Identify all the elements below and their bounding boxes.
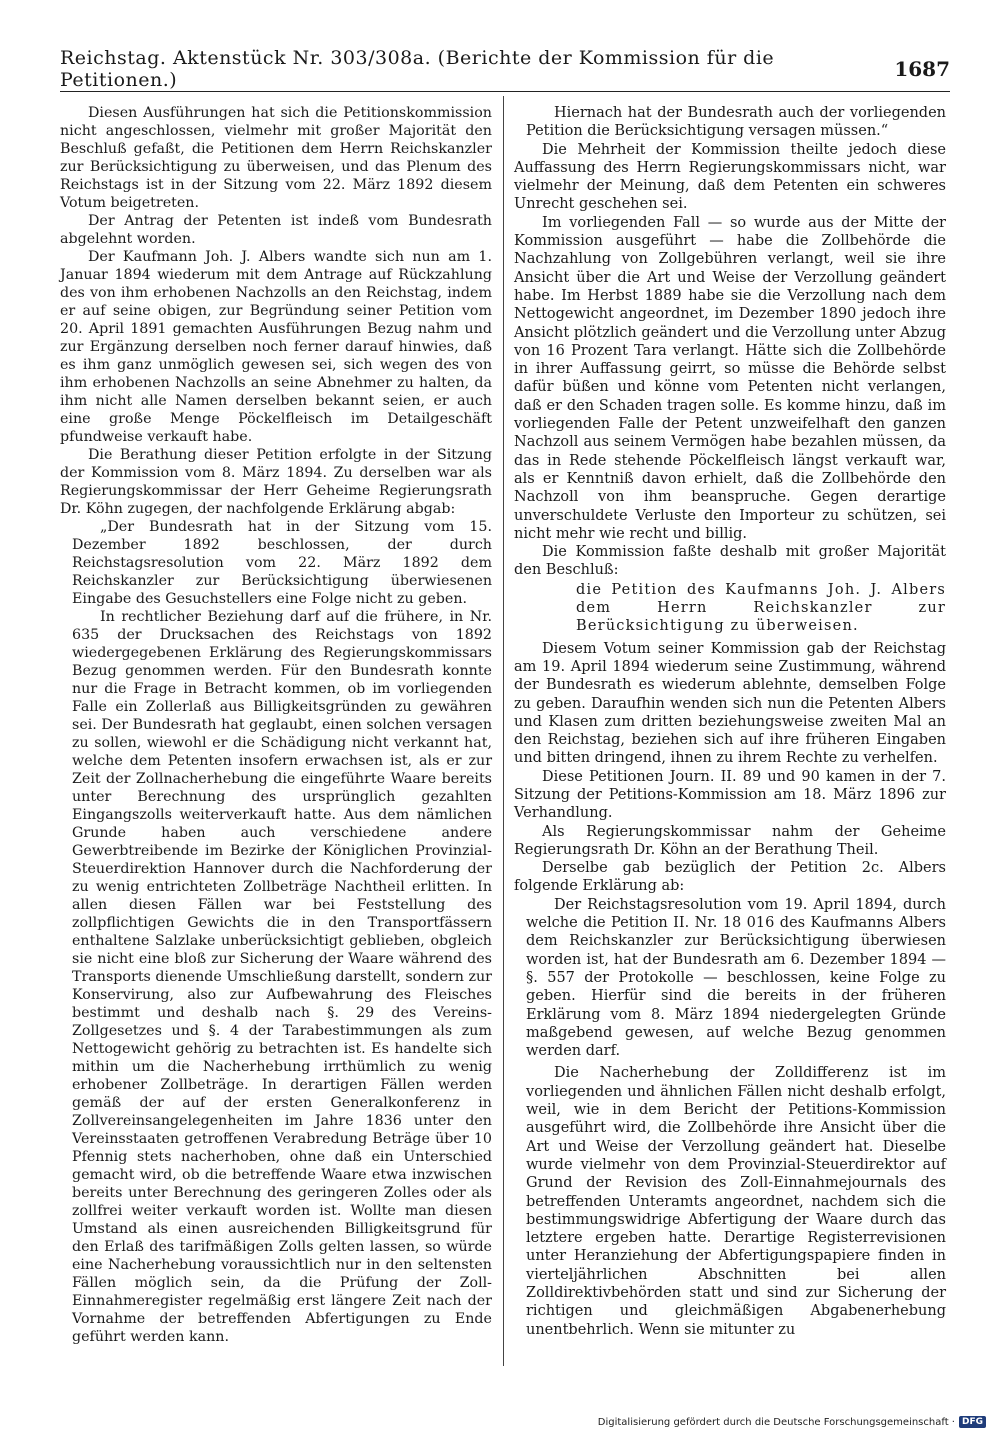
column-divider xyxy=(503,96,504,1366)
quoted-declaration: Der Reichstagsresolution vom 19. April 1894, durch welche die Petition II. Nr. 18 016 des Kaufmanns Albers dem Reichskanzler zur Berücksichtigung überwiesen worden ist, hat der Bundesrath am 6. Dezember 1894 — §. 557 der Protokolle — beschlossen, keine Folge zu geben. Hierfür sind die bereits in der früheren Erklärung vom 8. März 1894 niedergelegten Gründe maßgebend gewesen, auf welche Bezug genommen werden darf. xyxy=(526,896,946,1060)
paragraph: Die Mehrheit der Kommission theilte jedoch diese Auffassung des Herrn Regierungskommissars nicht, war vielmehr der Meinung, daß dem Petenten ein schweres Unrecht geschehen sei. xyxy=(514,141,946,213)
page-number: 1687 xyxy=(894,56,950,81)
header-title: Reichstag. Aktenstück Nr. 303/308a. (Berichte der Kommission für die Petitionen.) xyxy=(60,46,775,91)
resolution-text: die Petition des Kaufmanns Joh. J. Albers dem Herrn Reichskanzler zur Berücksichtigung zu überweisen. xyxy=(576,581,946,635)
digitization-credit xyxy=(598,1414,986,1430)
paragraph: Diesem Votum seiner Kommission gab der Reichstag am 19. April 1894 wiederum seine Zustimmung, während der Bundesrath es wiederum ablehnte, demselben Folge zu geben. Daraufhin wenden sich nun die Petenten Albers und Klasen zum dritten beziehungsweise zweiten Mal an den Reichstag, beziehen sich auf ihre früheren Eingaben und bitten dringend, ihnen zu ihrem Rechte zu verhelfen. xyxy=(514,640,946,767)
quoted-declaration: Hiernach hat der Bundesrath auch der vorliegenden Petition die Berücksichtigung versagen müssen.“ xyxy=(526,105,946,140)
paragraph: Die Berathung dieser Petition erfolgte in der Sitzung der Kommission vom 8. März 1894. Zu derselben war als Regierungskommissar der Herr Geheime Regierungsrath Dr. Köhn zugegen, der nachfolgende Erklärung abgab: xyxy=(60,447,492,517)
credit-text: Digitalisierung gefördert durch die Deutsche Forschungsgemeinschaft · xyxy=(597,1416,955,1428)
quoted-declaration: Die Nacherhebung der Zolldifferenz ist im vorliegenden und ähnlichen Fällen nicht deshalb erfolgt, weil, wie in dem Bericht der Petitions-Kommission ausgeführt wird, die Zollbehörde ihre Ansicht über die Art und Weise der Verzollung geändert hat. Dieselbe wurde vielmehr von dem Provinzial-Steuerdirektor auf Grund der Revision des Zoll-Einnahmejournals des betreffenden Unteramts angeordnet, nachdem sich die bestimmungswidrige Abfertigung der Waare durch das letztere ergeben hatte. Derartige Registerrevisionen unter Heranziehung der Abfertigungspapiere finden in vierteljährlichen Abschnitten bei allen Zolldirektivbehörden statt und sind zur Sicherung der richtigen und gleichmäßigen Abgabenerhebung unentbehrlich. Wenn sie mitunter zu xyxy=(526,1065,946,1338)
paragraph: Der Antrag der Petenten ist indeß vom Bundesrath abgelehnt worden. xyxy=(60,213,492,247)
quoted-declaration: „Der Bundesrath hat in der Sitzung vom 15. Dezember 1892 beschlossen, der durch Reichstagsresolution vom 22. März 1892 dem Reichskanzler zur Berücksichtigung überwiesenen Eingabe des Gesuchstellers eine Folge nicht zu geben. xyxy=(72,519,492,607)
quoted-declaration: In rechtlicher Beziehung darf auf die frühere, in Nr. 635 der Drucksachen des Reichstags von 1892 wiedergegebenen Erklärung des Regierungskommissars Bezug genommen werden. Für den Bundesrath konnte nur die Frage in Betracht kommen, ob im vorliegenden Falle ein Zollerlaß aus Billigkeitsgründen zu gewähren sei. Der Bundesrath hat geglaubt, einen solchen versagen zu sollen, wiewohl er die Schädigung nicht verkannt hat, welche dem Petenten insofern erwachsen ist, als er zur Zeit der Zollnacherhebung die eingeführte Waare bereits unter Berechnung des ursprünglich gezahlten Eingangszolls weiterverkauft hatte. Aus dem nämlichen Grunde haben auch verschiedene andere Gewerbtreibende im Bezirke der Königlichen Provinzial-Steuerdirektion Hannover durch die Nachforderung der zu wenig entrichteten Zollbeträge Nachtheil erlitten. In allen diesen Fällen war bei Feststellung des zollpflichtigen Gewichts die in den Transportfässern enthaltene Salzlake unberücksichtigt geblieben, obgleich sie nicht eine bloß zur Sicherung der Waare während des Transports dienende Umschließung darstellt, sondern zur Konservirung, also zur Aufbewahrung des Fleisches bestimmt und deshalb nach §. 29 des Vereins-Zollgesetzes und §. 4 der Tarabestimmungen als zum Nettogewicht gehörig zu betrachten ist. Es handelte sich mithin um die Nacherhebung irrthümlich zu wenig erhobener Zollbeträge. In derartigen Fällen werden gemäß der auf der ersten Generalkonferenz in Zollvereinsangelegenheiten im Jahre 1836 unter den Vereinsstaaten getroffenen Verabredung Beträge über 10 Pfennig stets nacherhoben, ohne daß ein Unterschied gemacht wird, ob die betreffende Waare etwa inzwischen bereits unter Berechnung des geringeren Zolles oder als zollfrei weiter verkauft worden ist. Wollte man diesen Umstand als einen ausreichenden Billigkeitsgrund für den Erlaß des tarifmäßigen Zolls gelten lassen, so würde eine Nacherhebung voraussichtlich nur in den seltensten Fällen möglich sein, da die Prüfung der Zoll-Einnahmeregister regelmäßig erst längere Zeit nach der Vornahme der betreffenden Abfertigungen zu Ende geführt werden kann. xyxy=(72,609,492,1345)
paragraph: Im vorliegenden Fall — so wurde aus der Mitte der Kommission ausgeführt — habe die Zollbehörde die Nachzahlung von Zollgebühren verlangt, weil sie ihre Ansicht über die Art und Weise der Verzollung geändert habe. Im Herbst 1889 habe sie die Verzollung nach dem Nettogewicht angeordnet, im Dezember 1890 jedoch ihre Ansicht plötzlich geändert und die Verzollung unter Abzug von 16 Prozent Tara verlangt. Hätte sich die Zollbehörde in ihrer Auffassung geirrt, so müsse die Behörde selbst dafür büßen und könne vom Petenten nicht verlangen, daß er den Schaden tragen solle. Es komme hinzu, daß im vorliegenden Falle der Petent unzweifelhaft den ganzen Nachzoll aus seinem Vermögen habe bezahlen müssen, da das in Rede stehende Pöckelfleisch längst verkauft war, als er Kenntniß davon erhielt, daß die Zollbehörde den Nachzoll von ihm beanspruche. Gegen derartige unverschuldete Verluste den Importeur zu schützen, sei nicht mehr wie recht und billig. xyxy=(514,214,946,542)
paragraph: Als Regierungskommissar nahm der Geheime Regierungsrath Dr. Köhn an der Berathung Theil. xyxy=(514,823,946,858)
paragraph: Die Kommission faßte deshalb mit großer Majorität den Beschluß: xyxy=(514,544,946,579)
paragraph: Der Kaufmann Joh. J. Albers wandte sich nun am 1. Januar 1894 wiederum mit dem Antrage auf Rückzahlung des von ihm erhobenen Nachzolls an den Reichstag, indem er auf seine obigen, zur Begründung seiner Petition vom 20. April 1891 gemachten Ausführungen Bezug nahm und zur Ergänzung derselben noch ferner darauf hinwies, daß es ihm ganz unmöglich gewesen sei, sich wegen des von ihm erhobenen Nachzolls an seine Abnehmer zu halten, da ihm nicht alle Namen derselben bekannt seien, er auch eine große Menge Pöckelfleisch im Detailgeschäft pfundweise verkauft habe. xyxy=(60,249,492,445)
paragraph: Diesen Ausführungen hat sich die Petitionskommission nicht angeschlossen, vielmehr mit großer Majorität den Beschluß gefaßt, die Petitionen dem Herrn Reichskanzler zur Berücksichtigung zu überweisen, und das Plenum des Reichstags ist in der Sitzung vom 22. März 1892 diesem Votum beigetreten. xyxy=(60,105,492,211)
paragraph: Diese Petitionen Journ. II. 89 und 90 kamen in der 7. Sitzung der Petitions-Kommission am 18. März 1896 zur Verhandlung. xyxy=(514,768,946,822)
dfg-logo-icon: DFG xyxy=(959,1416,986,1428)
right-column xyxy=(514,104,946,1339)
paragraph: Derselbe gab bezüglich der Petition 2c. Albers folgende Erklärung ab: xyxy=(514,860,946,895)
left-column xyxy=(60,104,492,1346)
page-header xyxy=(60,46,950,92)
